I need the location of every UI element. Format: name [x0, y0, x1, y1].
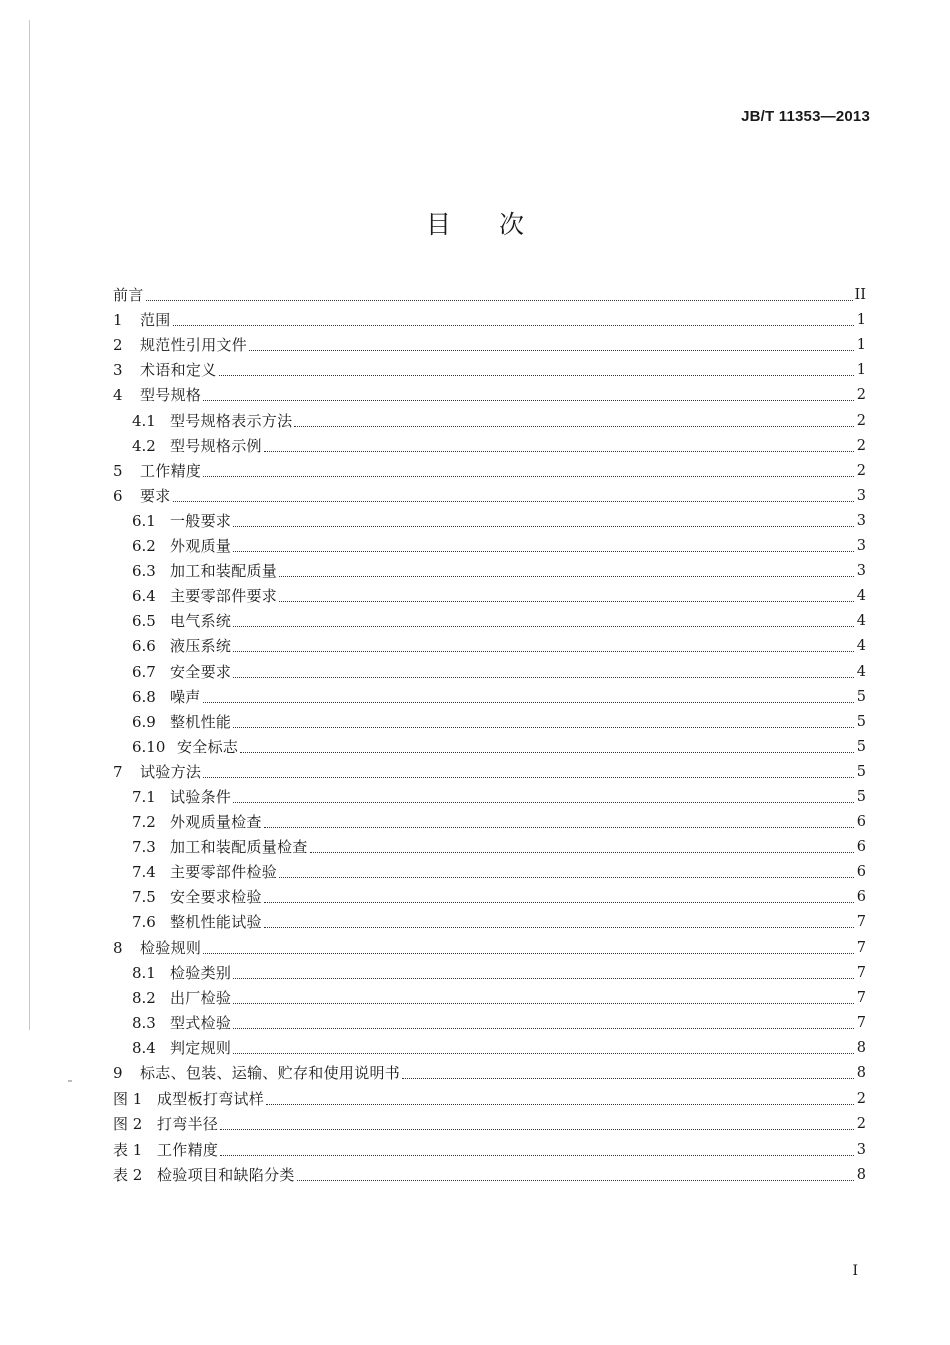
dot-leader [233, 676, 854, 678]
toc-entry-number: 6.2 [132, 537, 156, 556]
toc-entry-page: 6 [856, 864, 866, 881]
toc-entry-number: 5 [113, 461, 123, 480]
dot-leader [264, 826, 854, 828]
toc-entry [113, 556, 866, 581]
toc-entry [113, 1083, 866, 1109]
toc-entry-number: 6.8 [132, 687, 156, 706]
toc-entry [113, 1134, 866, 1160]
toc-entry-page: 7 [856, 1014, 866, 1031]
toc-entry-number: 8.1 [132, 963, 156, 982]
toc-entry-number: 7.6 [132, 913, 156, 932]
dot-leader [219, 374, 854, 376]
toc-entry-page: 4 [856, 588, 866, 605]
toc-entry-title: 主要零部件检验 [170, 863, 278, 882]
toc-entry-title: 规范性引用文件 [140, 336, 248, 355]
toc-entry [113, 481, 866, 506]
toc-entry [113, 732, 866, 757]
toc-entry [113, 631, 866, 656]
toc-entry-title: 成型板打弯试样 [157, 1089, 265, 1108]
dot-leader [203, 776, 854, 778]
dot-leader [233, 801, 854, 803]
toc-entry-title: 打弯半径 [157, 1115, 219, 1133]
dot-leader [203, 475, 854, 477]
toc-entry-page: 8 [856, 1065, 866, 1081]
dot-leader [233, 550, 854, 552]
toc-entry [113, 807, 866, 832]
toc-entry [113, 983, 866, 1008]
toc-entry-title: 整机性能 [170, 712, 232, 731]
toc-entry-title: 一般要求 [170, 511, 232, 530]
toc-entry-title: 型号规格表示方法 [170, 411, 293, 430]
toc-entry-title: 判定规则 [170, 1038, 232, 1057]
toc-entry-title: 检验项目和缺陷分类 [157, 1166, 295, 1184]
dot-leader [146, 299, 853, 301]
toc-entry-title: 加工和装配质量检查 [170, 838, 308, 857]
dot-leader [233, 1052, 854, 1054]
dot-leader [203, 701, 854, 703]
dot-leader [310, 851, 854, 853]
dot-leader [233, 1002, 854, 1004]
toc-entry-title: 整机性能试验 [170, 913, 262, 932]
toc-entry-title: 安全标志 [177, 737, 239, 756]
toc-entry-title: 术语和定义 [140, 361, 217, 380]
toc-entry-page: 5 [856, 738, 866, 755]
toc-entry-number: 7 [113, 762, 123, 781]
toc-entry-number: 4.2 [132, 436, 156, 455]
toc-entry-title: 安全要求检验 [170, 888, 262, 907]
toc-entry-title: 外观质量检查 [170, 813, 262, 832]
toc-entry-page: 6 [856, 814, 866, 831]
toc-entry-number: 4.1 [132, 411, 156, 430]
toc-entry [113, 506, 866, 531]
toc-entry-page: 2 [856, 1090, 866, 1107]
toc-entry [113, 958, 866, 983]
toc-entry-page: 3 [856, 1141, 866, 1158]
dot-leader [173, 500, 854, 502]
dot-leader [294, 425, 854, 427]
toc-entry-page: 8 [856, 1039, 866, 1056]
footer-page-number: I [852, 1263, 858, 1279]
dot-leader [264, 926, 854, 928]
toc-entry-page: 2 [856, 1116, 866, 1132]
toc-entry-number: 7.2 [132, 813, 156, 832]
toc-entry-number: 6.4 [132, 587, 156, 606]
toc-entry-number: 4 [113, 386, 123, 405]
dot-leader [233, 977, 854, 979]
dot-leader [233, 625, 854, 627]
toc-entry-number: 6.7 [132, 662, 156, 681]
toc-entry [113, 1109, 866, 1135]
toc-entry-number: 6.3 [132, 562, 156, 581]
toc-entry [113, 682, 866, 707]
toc-entry-page: 2 [856, 412, 866, 429]
dot-leader [402, 1077, 854, 1079]
toc-entry-page: 8 [856, 1167, 866, 1183]
toc-entry-number: 6.6 [132, 637, 156, 656]
toc-entry-page: 4 [856, 613, 866, 630]
toc-entry-number: 7.5 [132, 888, 156, 907]
dot-leader [279, 600, 854, 602]
toc-entry-title: 液压系统 [170, 637, 232, 656]
toc-entry-title: 型号规格 [140, 386, 202, 405]
toc-entry [113, 305, 866, 330]
toc-entry-page: II [854, 287, 866, 304]
toc-entry-page: 7 [856, 964, 866, 981]
toc-entry-title: 试验方法 [140, 762, 202, 781]
toc-entry-number: 6.5 [132, 612, 156, 631]
toc-entry [113, 380, 866, 405]
dot-leader [249, 349, 854, 351]
toc-entry-page: 6 [856, 889, 866, 906]
toc-entry-title: 电气系统 [170, 612, 232, 631]
toc-entry-number: 1 [113, 311, 123, 330]
dot-leader [233, 650, 854, 652]
scan-speck [68, 1080, 72, 1082]
dot-leader [297, 1179, 854, 1181]
toc-entry-title: 检验类别 [170, 963, 232, 982]
toc-entry-number: 6.9 [132, 712, 156, 731]
toc-entry [113, 581, 866, 606]
toc-entry-number: 6.1 [132, 511, 156, 530]
dot-leader [233, 1027, 854, 1029]
toc-entry-page: 4 [856, 638, 866, 655]
toc-entry-page: 3 [856, 563, 866, 580]
toc-entry-number: 6.10 [132, 737, 166, 756]
toc-entry-page: 3 [856, 487, 866, 504]
toc-entry [113, 606, 866, 631]
toc-entry-page: 2 [856, 462, 866, 479]
toc-entry [113, 832, 866, 857]
toc-entry [113, 280, 866, 305]
toc-entry-number: 8.2 [132, 988, 156, 1007]
page-title: 目次 [425, 210, 572, 239]
toc-entry-page: 1 [856, 312, 866, 329]
toc-entry-page: 1 [856, 362, 866, 379]
toc-entry-title: 加工和装配质量 [170, 562, 278, 581]
dot-leader [240, 751, 854, 753]
toc-entry [113, 857, 866, 882]
toc-entry-title: 要求 [140, 486, 171, 505]
toc-entry-title: 前言 [113, 286, 144, 305]
toc-entry [113, 882, 866, 907]
toc-entry-title: 外观质量 [170, 537, 232, 556]
document-code: JB/T 11353—2013 [741, 108, 870, 125]
toc-entry-page: 2 [856, 387, 866, 404]
toc-entry [113, 405, 866, 430]
toc-entry [113, 1033, 866, 1058]
dot-leader [220, 1128, 854, 1130]
toc-entry-title: 工作精度 [157, 1140, 219, 1159]
dot-leader [203, 952, 854, 954]
toc-entry-page: 5 [856, 713, 866, 730]
toc-entry-number: 6 [113, 486, 123, 505]
toc-entry [113, 355, 866, 380]
toc-entry-number: 表 1 [113, 1140, 143, 1159]
scan-edge-line [29, 20, 30, 1030]
toc-entry-number: 表 2 [113, 1166, 143, 1184]
toc-entry-page: 7 [856, 989, 866, 1006]
toc-entry [113, 907, 866, 932]
toc-entry [113, 1160, 866, 1186]
toc-entry-title: 安全要求 [170, 662, 232, 681]
toc-entry-title: 标志、包装、运输、贮存和使用说明书 [140, 1064, 401, 1082]
toc-entry-title: 出厂检验 [170, 988, 232, 1007]
toc-entry [113, 531, 866, 556]
toc-entry [113, 456, 866, 481]
toc-entry [113, 757, 866, 782]
toc-entry [113, 1008, 866, 1033]
toc-entry [113, 330, 866, 355]
toc-entry-number: 图 2 [113, 1115, 143, 1133]
toc-entry-page: 4 [856, 663, 866, 680]
toc-entry-page: 2 [856, 437, 866, 454]
toc-entry-page: 5 [856, 763, 866, 780]
toc-entry-number: 9 [113, 1064, 123, 1082]
toc-entry-number: 3 [113, 361, 123, 380]
toc-entry-title: 工作精度 [140, 461, 202, 480]
toc-entry [113, 932, 866, 957]
toc-entry-page: 5 [856, 788, 866, 805]
toc-entry-number: 图 1 [113, 1089, 143, 1108]
dot-leader [264, 901, 854, 903]
toc-entry-title: 噪声 [170, 687, 201, 706]
dot-leader [203, 399, 854, 401]
toc-entry-page: 5 [856, 688, 866, 705]
toc-entry [113, 1058, 866, 1083]
dot-leader [266, 1103, 854, 1105]
toc-entry-title: 型式检验 [170, 1013, 232, 1032]
dot-leader [279, 575, 854, 577]
toc-entry [113, 782, 866, 807]
toc-entry-number: 7.3 [132, 838, 156, 857]
dot-leader [264, 450, 854, 452]
toc-entry [113, 431, 866, 456]
table-of-contents [113, 280, 866, 1185]
toc-entry-title: 检验规则 [140, 938, 202, 957]
toc-entry-title: 主要零部件要求 [170, 587, 278, 606]
toc-entry [113, 707, 866, 732]
toc-entry-page: 7 [856, 939, 866, 956]
toc-entry-number: 7.1 [132, 787, 156, 806]
toc-entry-number: 8 [113, 938, 123, 957]
dot-leader [233, 525, 854, 527]
dot-leader [233, 726, 854, 728]
toc-entry-number: 7.4 [132, 863, 156, 882]
toc-entry-title: 型号规格示例 [170, 436, 262, 455]
toc-entry-page: 1 [856, 337, 866, 354]
toc-entry-page: 7 [856, 914, 866, 931]
dot-leader [220, 1154, 854, 1156]
toc-entry-page: 3 [856, 512, 866, 529]
dot-leader [279, 876, 854, 878]
toc-entry [113, 656, 866, 681]
dot-leader [173, 324, 854, 326]
toc-entry-title: 试验条件 [170, 787, 232, 806]
toc-entry-title: 范围 [140, 311, 171, 330]
toc-entry-page: 3 [856, 538, 866, 555]
toc-entry-number: 2 [113, 336, 123, 355]
toc-entry-number: 8.3 [132, 1013, 156, 1032]
toc-entry-number: 8.4 [132, 1038, 156, 1057]
toc-entry-page: 6 [856, 839, 866, 856]
